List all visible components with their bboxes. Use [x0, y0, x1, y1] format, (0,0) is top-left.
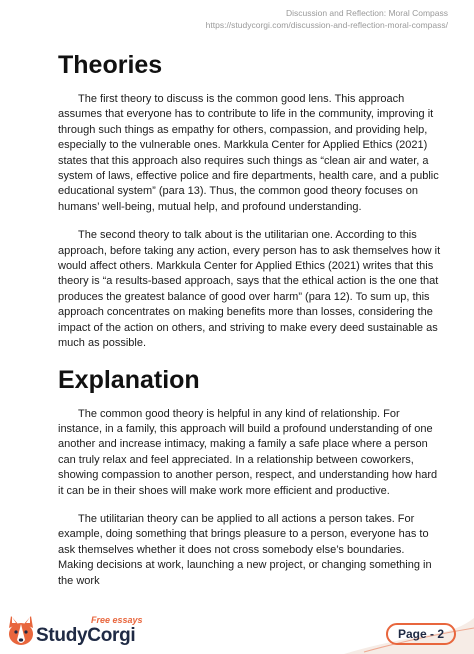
document-title: Discussion and Reflection: Moral Compass	[285, 8, 448, 18]
document-body	[58, 50, 442, 602]
brand-logo-text[interactable]: StudyCorgi	[36, 625, 136, 646]
paragraph: The common good theory is helpful in any kind of relationship. For instance, in a family, this approach will build a profound understanding of one another and increase intimacy, making a family a safe place where a person can truly relax and feel appreciated. In a relationship between coworkers, showing compassion to another person, respect, and understanding how hard it can be in their shoes will make work more efficient and productive.	[58, 407, 438, 497]
corgi-icon	[6, 614, 36, 648]
footer-tagline: Free essays	[91, 615, 143, 625]
page-header	[206, 7, 448, 31]
paragraph: The first theory to discuss is the common good lens. This approach assumes that everyone has to contribute to life in the community, improving it through such things as empathy for others, compassion, and providing help, especially to the vulnerable ones. Markkula Center for Applied Ethics (2021) states that this approach also requires such things as “clean air and water, a system of laws, effective police and fire departments, health care, and a public educational system” (para 13). Thus, the common good theory focuses on humans’ well-being, mutual help, and profound understanding.	[58, 93, 439, 213]
document-url[interactable]: https://studycorgi.com/discussion-and-reflection-moral-compass/	[205, 20, 448, 30]
page-footer	[0, 604, 474, 654]
paragraph: The utilitarian theory can be applied to all actions a person takes. For example, doing something that brings pleasure to a person, everyone has to ask themselves whether it does not cross somebody else’s boundaries. Making decisions at work, launching a new project, or changing something in the work	[58, 512, 432, 587]
section-heading-theories: Theories	[58, 51, 163, 79]
paragraph: The second theory to talk about is the utilitarian one. According to this approach, before taking any action, every person has to ask themselves how it would affect others. Markkula Center for Applied Ethics (2021) writes that this theory is “a results-based approach, says that the ethical action is the one that produces the greatest balance of good over harm” (para 12). To sum up, this approach concentrates on making benefits more than losses, considering the impact of the action on others, and striving to make every deed sustainable as much as possible.	[58, 229, 441, 350]
page-number-badge: Page - 2	[386, 623, 456, 645]
section-heading-explanation: Explanation	[58, 365, 200, 394]
